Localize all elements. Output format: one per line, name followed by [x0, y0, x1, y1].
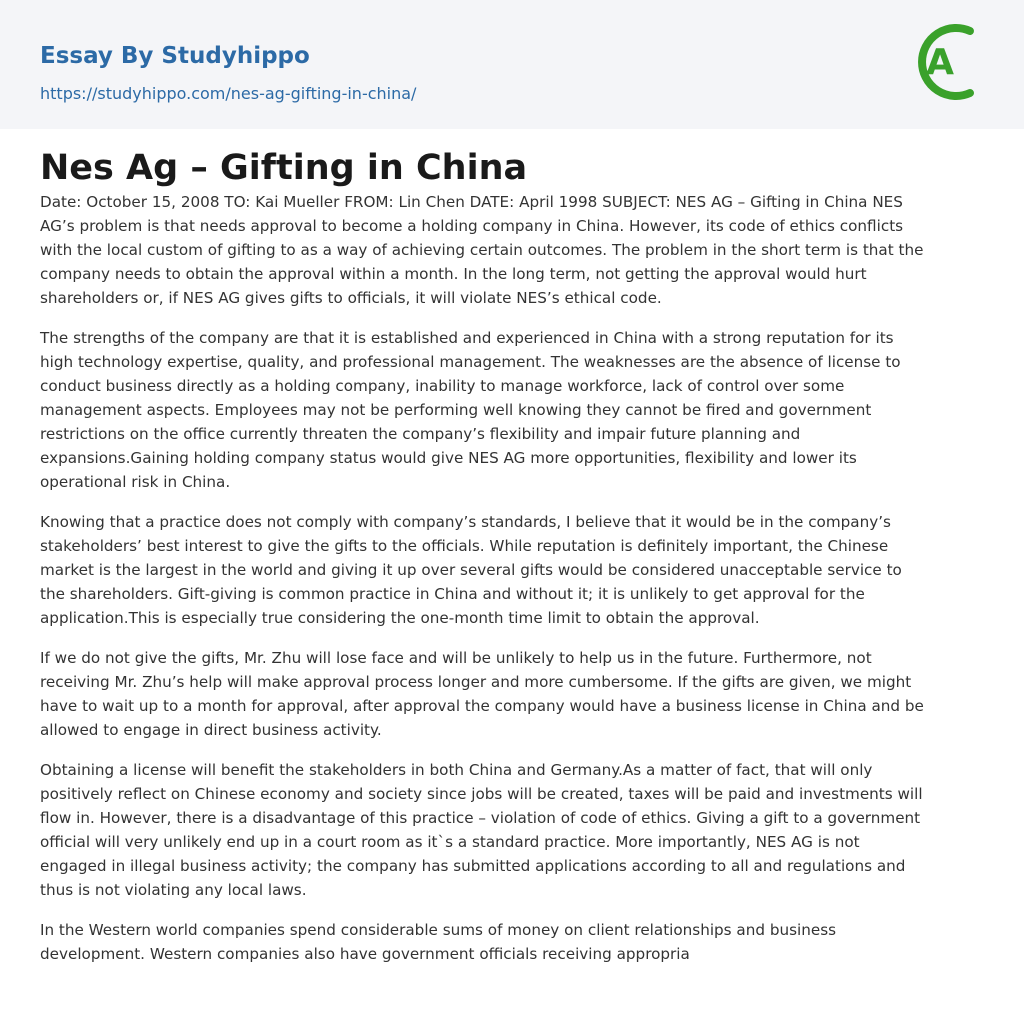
paragraph-line: Obtaining a license will benefit the stakeholders in both China and Germany.As a matter of fact, that will only [40, 761, 873, 779]
paragraph-line: with the local custom of gifting to as a way of achieving certain outcomes. The problem in the short term is that the [40, 241, 924, 259]
paragraph-line: official will very unlikely end up in a court room as it`s a standard practice. More importantly, NES AG is not [40, 833, 860, 851]
paragraph-line: management aspects. Employees may not be performing well knowing they cannot be fired and government [40, 401, 872, 419]
paragraph-line: allowed to engage in direct business activity. [40, 721, 382, 739]
paragraph-line: shareholders or, if NES AG gives gifts to officials, it will violate NES’s ethical code. [40, 289, 662, 307]
paragraph-line: high technology expertise, quality, and professional management. The weaknesses are the absence of license to [40, 353, 901, 371]
paragraph-line: stakeholders’ best interest to give the gifts to the officials. While reputation is definitely important, the Chinese [40, 537, 889, 555]
essay-paragraph-6 [40, 918, 984, 966]
paragraph-line: the shareholders. Gift-giving is common practice in China and without it; it is unlikely to get approval for the [40, 585, 865, 603]
paragraph-line: Date: October 15, 2008 TO: Kai Mueller FROM: Lin Chen DATE: April 1998 SUBJECT: NES AG – Gifting in China NES [40, 193, 903, 211]
paragraph-line: thus is not violating any local laws. [40, 881, 307, 899]
paragraph-line: The strengths of the company are that it is established and experienced in China with a strong reputation for its [40, 329, 894, 347]
essay-paragraph-1 [40, 190, 984, 310]
paragraph-line: If we do not give the gifts, Mr. Zhu will lose face and will be unlikely to help us in the future. Furthermore, not [40, 649, 872, 667]
paragraph-line: company needs to obtain the approval within a month. In the long term, not getting the approval would hurt [40, 265, 867, 283]
essay-paragraph-3 [40, 510, 984, 630]
paragraph-line: AG’s problem is that needs approval to become a holding company in China. However, its code of ethics conflicts [40, 217, 904, 235]
paragraph-line: Knowing that a practice does not comply with company’s standards, I believe that it would be in the company’s [40, 513, 891, 531]
essay-paragraph-5 [40, 758, 984, 902]
paragraph-line: engaged in illegal business activity; the company has submitted applications according to all and regulations and [40, 857, 906, 875]
essay-paragraph-4 [40, 646, 984, 742]
paragraph-line: flow in. However, there is a disadvantage of this practice – violation of code of ethics. Giving a gift to a government [40, 809, 921, 827]
paragraph-line: positively reflect on Chinese economy and society since jobs will be created, taxes will be paid and investments will [40, 785, 923, 803]
studyhippo-logo-icon[interactable] [912, 19, 986, 105]
paragraph-line: receiving Mr. Zhu’s help will make approval process longer and more cumbersome. If the gifts are given, we might [40, 673, 912, 691]
source-url-link[interactable]: https://studyhippo.com/nes-ag-gifting-in-china/ [40, 84, 417, 103]
paragraph-line: expansions.Gaining holding company status would give NES AG more opportunities, flexibility and lower its [40, 449, 857, 467]
site-title[interactable]: Essay By Studyhippo [40, 43, 310, 69]
logo-letter: A [926, 42, 954, 83]
site-header [0, 0, 1024, 129]
paragraph-line: operational risk in China. [40, 473, 231, 491]
paragraph-line: conduct business directly as a holding company, inability to manage workforce, lack of control over some [40, 377, 845, 395]
paragraph-line: development. Western companies also have government officials receiving appropria [40, 945, 690, 963]
paragraph-line: In the Western world companies spend considerable sums of money on client relationships and business [40, 921, 837, 939]
paragraph-line: restrictions on the office currently threaten the company’s flexibility and impair future planning and [40, 425, 801, 443]
page-title: Nes Ag – Gifting in China [40, 148, 528, 188]
paragraph-line: application.This is especially true considering the one-month time limit to obtain the approval. [40, 609, 760, 627]
essay-content [0, 129, 1024, 966]
paragraph-line: market is the largest in the world and giving it up over several gifts would be considered unacceptable service to [40, 561, 902, 579]
paragraph-line: have to wait up to a month for approval, after approval the company would have a business license in China and be [40, 697, 924, 715]
essay-paragraph-2 [40, 326, 984, 494]
